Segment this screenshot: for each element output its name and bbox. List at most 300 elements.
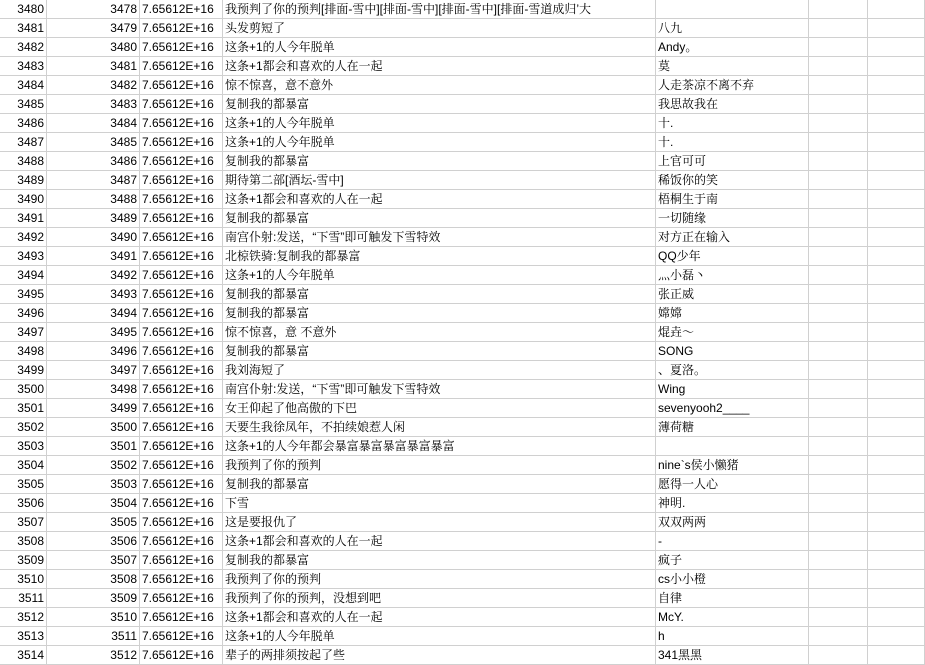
cell-column-b[interactable] [140,323,223,342]
cell-column-c[interactable] [223,209,656,228]
cell-column-d[interactable] [656,38,809,57]
cell-column-b[interactable] [140,133,223,152]
cell-column-d[interactable] [656,608,809,627]
cell-column-c[interactable] [223,513,656,532]
cell-column-a-text: 3493 [110,287,137,301]
cell-column-a[interactable] [47,190,140,209]
cell-column-a[interactable] [47,380,140,399]
row-header-cell[interactable] [0,38,47,57]
cell-column-b[interactable] [140,646,223,665]
cell-column-f[interactable] [868,95,925,114]
cell-column-a[interactable] [47,304,140,323]
cell-column-e[interactable] [809,532,868,551]
table-row[interactable] [0,456,925,475]
table-row[interactable] [0,304,925,323]
cell-column-c[interactable] [223,570,656,589]
cell-column-d[interactable] [656,228,809,247]
row-header-cell[interactable] [0,0,47,19]
cell-column-c[interactable] [223,133,656,152]
cell-column-a[interactable] [47,171,140,190]
cell-column-e[interactable] [809,513,868,532]
table-row[interactable] [0,209,925,228]
cell-column-f[interactable] [868,247,925,266]
cell-column-a[interactable] [47,532,140,551]
cell-column-f[interactable] [868,380,925,399]
cell-column-c-text: 这条+1的人今年都会暴富暴富暴富暴富暴富 [225,439,455,453]
cell-column-d[interactable] [656,380,809,399]
cell-column-d[interactable] [656,266,809,285]
cell-column-c[interactable] [223,532,656,551]
cell-column-c[interactable] [223,19,656,38]
cell-column-f[interactable] [868,133,925,152]
cell-column-e[interactable] [809,266,868,285]
cell-column-b[interactable] [140,418,223,437]
cell-column-a-text: 3501 [110,439,137,453]
cell-column-e[interactable] [809,418,868,437]
cell-column-c[interactable] [223,76,656,95]
table-row[interactable] [0,475,925,494]
row-header-cell[interactable] [0,209,47,228]
cell-column-b[interactable] [140,57,223,76]
cell-column-e[interactable] [809,551,868,570]
cell-column-f[interactable] [868,494,925,513]
cell-column-b[interactable] [140,285,223,304]
cell-column-b[interactable] [140,247,223,266]
cell-column-d[interactable] [656,209,809,228]
table-row[interactable] [0,342,925,361]
cell-column-c[interactable] [223,304,656,323]
row-header-cell[interactable] [0,342,47,361]
table-row[interactable] [0,361,925,380]
cell-column-f[interactable] [868,228,925,247]
cell-column-b[interactable] [140,494,223,513]
cell-column-f[interactable] [868,57,925,76]
table-row[interactable] [0,380,925,399]
cell-column-c[interactable] [223,152,656,171]
cell-column-d[interactable] [656,285,809,304]
row-header-cell[interactable] [0,608,47,627]
cell-column-c[interactable] [223,627,656,646]
cell-column-d[interactable] [656,342,809,361]
cell-column-d[interactable] [656,57,809,76]
cell-column-d-text: 、夏洛。 [658,363,707,377]
cell-column-e[interactable] [809,323,868,342]
cell-column-c[interactable] [223,247,656,266]
cell-column-a[interactable] [47,228,140,247]
row-header-cell[interactable] [0,437,47,456]
row-header-cell[interactable] [0,247,47,266]
row-header-cell[interactable] [0,456,47,475]
table-row[interactable] [0,171,925,190]
cell-column-d-text: 焜垚～ [658,325,695,339]
cell-column-f[interactable] [868,76,925,95]
cell-column-b[interactable] [140,228,223,247]
cell-column-e[interactable] [809,570,868,589]
cell-column-d[interactable] [656,532,809,551]
row-header-cell[interactable] [0,646,47,665]
row-header-cell[interactable] [0,95,47,114]
cell-column-c[interactable] [223,456,656,475]
cell-column-f[interactable] [868,19,925,38]
table-row[interactable] [0,323,925,342]
cell-column-d-text: Wing [658,382,686,396]
table-row[interactable] [0,418,925,437]
cell-column-c[interactable] [223,418,656,437]
cell-column-b[interactable] [140,589,223,608]
row-header-cell[interactable] [0,304,47,323]
row-header-cell[interactable] [0,418,47,437]
cell-column-b[interactable] [140,76,223,95]
cell-column-e[interactable] [809,627,868,646]
cell-column-e[interactable] [809,361,868,380]
cell-column-b[interactable] [140,551,223,570]
cell-column-a[interactable] [47,133,140,152]
cell-column-b[interactable] [140,380,223,399]
cell-column-a[interactable] [47,323,140,342]
table-row[interactable] [0,152,925,171]
cell-column-f[interactable] [868,152,925,171]
cell-column-f[interactable] [868,0,925,19]
cell-column-f[interactable] [868,532,925,551]
cell-column-f[interactable] [868,266,925,285]
cell-column-e[interactable] [809,133,868,152]
cell-column-e[interactable] [809,589,868,608]
table-row[interactable] [0,513,925,532]
cell-column-d[interactable] [656,627,809,646]
cell-column-b[interactable] [140,608,223,627]
cell-column-a-text: 3487 [110,173,137,187]
row-header-cell[interactable] [0,171,47,190]
cell-column-a[interactable] [47,114,140,133]
cell-column-d[interactable] [656,399,809,418]
cell-column-f[interactable] [868,171,925,190]
table-row[interactable] [0,0,925,19]
table-row[interactable] [0,95,925,114]
cell-column-a[interactable] [47,19,140,38]
table-row[interactable] [0,57,925,76]
cell-column-f[interactable] [868,38,925,57]
cell-column-e[interactable] [809,228,868,247]
cell-column-c[interactable] [223,437,656,456]
cell-column-a[interactable] [47,285,140,304]
row-header-cell[interactable] [0,228,47,247]
cell-column-c[interactable] [223,57,656,76]
row-header-cell[interactable] [0,399,47,418]
cell-column-e[interactable] [809,171,868,190]
cell-column-b[interactable] [140,532,223,551]
cell-column-a[interactable] [47,399,140,418]
cell-column-a[interactable] [47,551,140,570]
cell-column-e[interactable] [809,19,868,38]
table-row[interactable] [0,285,925,304]
cell-column-d[interactable] [656,190,809,209]
row-header-cell[interactable] [0,475,47,494]
cell-column-b[interactable] [140,95,223,114]
cell-column-a[interactable] [47,38,140,57]
cell-column-c[interactable] [223,380,656,399]
cell-column-e[interactable] [809,475,868,494]
cell-column-c[interactable] [223,342,656,361]
cell-column-b-text: 7.65612E+16 [142,629,214,643]
cell-column-a[interactable] [47,494,140,513]
cell-column-a[interactable] [47,456,140,475]
cell-column-a[interactable] [47,342,140,361]
cell-column-d[interactable] [656,361,809,380]
cell-column-a[interactable] [47,589,140,608]
cell-column-a[interactable] [47,57,140,76]
cell-column-b[interactable] [140,361,223,380]
cell-column-c[interactable] [223,361,656,380]
cell-column-d[interactable] [656,0,809,19]
cell-column-c[interactable] [223,646,656,665]
row-header-cell[interactable] [0,323,47,342]
row-header-cell[interactable] [0,285,47,304]
cell-column-e[interactable] [809,38,868,57]
cell-column-a[interactable] [47,646,140,665]
cell-column-a[interactable] [47,76,140,95]
row-header-cell[interactable] [0,266,47,285]
cell-column-a-text: 3499 [110,401,137,415]
cell-column-e[interactable] [809,399,868,418]
cell-column-e[interactable] [809,456,868,475]
row-header-cell[interactable] [0,19,47,38]
cell-column-d[interactable] [656,323,809,342]
table-row[interactable] [0,532,925,551]
table-row[interactable] [0,551,925,570]
cell-column-c-text: 这条+1的人今年脱单 [225,268,335,282]
cell-column-f[interactable] [868,437,925,456]
cell-column-b[interactable] [140,114,223,133]
cell-column-f[interactable] [868,304,925,323]
cell-column-d[interactable] [656,133,809,152]
table-row[interactable] [0,38,925,57]
cell-column-b[interactable] [140,171,223,190]
cell-column-b[interactable] [140,437,223,456]
cell-column-e[interactable] [809,114,868,133]
row-header-cell-text: 3501 [17,401,44,415]
cell-column-e[interactable] [809,209,868,228]
cell-column-b[interactable] [140,475,223,494]
row-header-cell[interactable] [0,57,47,76]
cell-column-d[interactable] [656,304,809,323]
row-header-cell-text: 3494 [17,268,44,282]
cell-column-c[interactable] [223,95,656,114]
cell-column-d[interactable] [656,551,809,570]
cell-column-d[interactable] [656,152,809,171]
table-row[interactable] [0,247,925,266]
cell-column-b[interactable] [140,456,223,475]
cell-column-a[interactable] [47,513,140,532]
table-row[interactable] [0,19,925,38]
cell-column-b[interactable] [140,627,223,646]
table-row[interactable] [0,494,925,513]
row-header-cell[interactable] [0,361,47,380]
cell-column-a[interactable] [47,627,140,646]
table-row[interactable] [0,646,925,665]
cell-column-a-text: 3511 [111,629,137,643]
cell-column-f[interactable] [868,209,925,228]
cell-column-b[interactable] [140,342,223,361]
row-header-cell[interactable] [0,190,47,209]
row-header-cell[interactable] [0,513,47,532]
cell-column-e[interactable] [809,0,868,19]
cell-column-c[interactable] [223,608,656,627]
cell-column-e[interactable] [809,494,868,513]
cell-column-e[interactable] [809,285,868,304]
cell-column-b[interactable] [140,19,223,38]
cell-column-e[interactable] [809,646,868,665]
cell-column-a[interactable] [47,475,140,494]
cell-column-a[interactable] [47,418,140,437]
cell-column-d[interactable] [656,646,809,665]
cell-column-d-text: 我思故我在 [658,97,719,111]
cell-column-f[interactable] [868,285,925,304]
cell-column-a[interactable] [47,437,140,456]
row-header-cell-text: 3500 [17,382,44,396]
cell-column-f[interactable] [868,456,925,475]
cell-column-a[interactable] [47,247,140,266]
cell-column-f[interactable] [868,418,925,437]
table-row[interactable] [0,627,925,646]
cell-column-a[interactable] [47,0,140,19]
cell-column-a[interactable] [47,361,140,380]
cell-column-e[interactable] [809,342,868,361]
cell-column-e[interactable] [809,152,868,171]
cell-column-a[interactable] [47,152,140,171]
cell-column-f[interactable] [868,361,925,380]
row-header-cell[interactable] [0,551,47,570]
cell-column-c[interactable] [223,323,656,342]
cell-column-d[interactable] [656,114,809,133]
cell-column-f[interactable] [868,646,925,665]
cell-column-e[interactable] [809,190,868,209]
cell-column-d[interactable] [656,589,809,608]
table-row[interactable] [0,190,925,209]
cell-column-b-text: 7.65612E+16 [142,59,214,73]
cell-column-a[interactable] [47,608,140,627]
cell-column-c[interactable] [223,38,656,57]
cell-column-e[interactable] [809,95,868,114]
cell-column-e[interactable] [809,304,868,323]
table-row[interactable] [0,114,925,133]
cell-column-f[interactable] [868,114,925,133]
row-header-cell[interactable] [0,380,47,399]
cell-column-d[interactable] [656,19,809,38]
cell-column-a[interactable] [47,209,140,228]
cell-column-c[interactable] [223,494,656,513]
table-row[interactable] [0,570,925,589]
cell-column-b[interactable] [140,513,223,532]
table-row[interactable] [0,76,925,95]
table-row[interactable] [0,228,925,247]
cell-column-d[interactable] [656,475,809,494]
cell-column-c[interactable] [223,114,656,133]
cell-column-e[interactable] [809,608,868,627]
cell-column-c[interactable] [223,190,656,209]
row-header-cell[interactable] [0,152,47,171]
table-row[interactable] [0,399,925,418]
row-header-cell[interactable] [0,570,47,589]
cell-column-f[interactable] [868,475,925,494]
cell-column-c[interactable] [223,228,656,247]
cell-column-c[interactable] [223,0,656,19]
cell-column-c-text: 我预判了你的预判 [225,458,322,472]
cell-column-f[interactable] [868,608,925,627]
row-header-cell-text: 3491 [17,211,44,225]
row-header-cell[interactable] [0,114,47,133]
cell-column-c[interactable] [223,475,656,494]
cell-column-f[interactable] [868,399,925,418]
cell-column-a-text: 3500 [110,420,137,434]
cell-column-d[interactable] [656,513,809,532]
table-row[interactable] [0,266,925,285]
cell-column-e[interactable] [809,247,868,266]
cell-column-c[interactable] [223,285,656,304]
cell-column-f[interactable] [868,342,925,361]
cell-column-f[interactable] [868,570,925,589]
cell-column-d[interactable] [656,95,809,114]
row-header-cell[interactable] [0,76,47,95]
row-header-cell[interactable] [0,494,47,513]
cell-column-a[interactable] [47,95,140,114]
cell-column-b[interactable] [140,190,223,209]
cell-column-d[interactable] [656,570,809,589]
cell-column-d[interactable] [656,247,809,266]
cell-column-f[interactable] [868,589,925,608]
cell-column-b[interactable] [140,399,223,418]
cell-column-b[interactable] [140,38,223,57]
row-header-cell[interactable] [0,627,47,646]
cell-column-e[interactable] [809,57,868,76]
cell-column-b[interactable] [140,0,223,19]
cell-column-b[interactable] [140,152,223,171]
cell-column-f[interactable] [868,323,925,342]
cell-column-e[interactable] [809,76,868,95]
table-row[interactable] [0,589,925,608]
cell-column-b[interactable] [140,570,223,589]
cell-column-c[interactable] [223,589,656,608]
cell-column-d[interactable] [656,456,809,475]
cell-column-b[interactable] [140,209,223,228]
cell-column-f[interactable] [868,513,925,532]
table-row[interactable] [0,608,925,627]
cell-column-d[interactable] [656,494,809,513]
cell-column-c[interactable] [223,399,656,418]
cell-column-e[interactable] [809,437,868,456]
cell-column-f[interactable] [868,627,925,646]
cell-column-b-text: 7.65612E+16 [142,439,214,453]
cell-column-a[interactable] [47,570,140,589]
table-row[interactable] [0,437,925,456]
cell-column-c[interactable] [223,266,656,285]
cell-column-e[interactable] [809,380,868,399]
cell-column-c[interactable] [223,551,656,570]
row-header-cell[interactable] [0,532,47,551]
cell-column-a[interactable] [47,266,140,285]
cell-column-d[interactable] [656,171,809,190]
row-header-cell[interactable] [0,133,47,152]
row-header-cell[interactable] [0,589,47,608]
cell-column-f[interactable] [868,551,925,570]
table-row[interactable] [0,133,925,152]
cell-column-d[interactable] [656,437,809,456]
cell-column-b[interactable] [140,304,223,323]
cell-column-c[interactable] [223,171,656,190]
cell-column-b[interactable] [140,266,223,285]
cell-column-f[interactable] [868,190,925,209]
cell-column-d[interactable] [656,76,809,95]
cell-column-d[interactable] [656,418,809,437]
